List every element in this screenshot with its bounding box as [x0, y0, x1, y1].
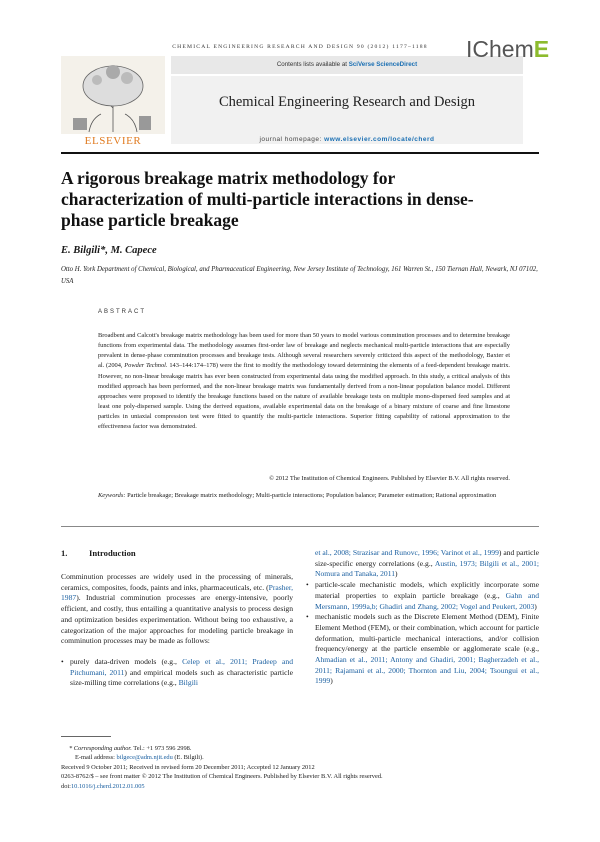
citation-link[interactable]: Ahmadian et al., 2011; Antony and Ghadiri, 2001; Bagherzadeh et al., 2011; Rajamani et al., 2000; Thornton and Liu, 2004; Tsoungui et al., 1999 [315, 655, 539, 686]
abstract-text-2: 143–144:174–178) were the first to modify the methodology toward determining the elements of a feed-dependent breakage matrix. However, no non-linear breakage matrix has ever been constructed from experimental data using the modified approach. In this study, a critical analysis of this modified approach has been performed, and the non-linear breakage matrix was fundamentally derived from a non-linear population balance model. Different approaches were proposed to identify the breakage functions based on the nature of available breakage tests on multiple mono-dispersed feed samples and at least one poly-dispersed sample. Using the derived equations, available experimental data on the breakage of a binary mixture of coarse and fine limestone particles in uniaxial compression test were fitted to quantify the multi-particle interactions. Superior fitting capability of rational approximation to the effectiveness factor was demonstrated. [98, 362, 510, 431]
email-label: E-mail address: [75, 754, 117, 762]
list-text: ) and particle size-specific energy correlations (e.g., [315, 548, 539, 568]
list-text: purely data-driven models (e.g., [70, 657, 183, 666]
header-rule [61, 152, 539, 154]
icheme-logo-e: E [533, 36, 550, 62]
intro-text: ). Industrial comminution processes are energy-intensive, poorly efficient, and costly, thus entailing a quantitative analysis to process design and optimization besides experimentation. Without being too exhaustive, a categorization of the major approaches for modeling particle breakage in comminution processes may be made as follows: [61, 593, 293, 646]
journal-title: Chemical Engineering Research and Design [218, 94, 476, 110]
issn-line: 0263-8762/$ – see front matter © 2012 The Institution of Chemical Engineers. Published by Elsevier B.V. All rights reserved. [61, 773, 383, 781]
elsevier-wordmark: ELSEVIER [84, 135, 142, 147]
abstract-heading: ABSTRACT [98, 309, 147, 315]
corresponding-label: * Corresponding author. [69, 745, 132, 752]
keywords-label: Keywords: [98, 492, 126, 499]
keywords-list: Particle breakage; Breakage matrix methodology; Multi-particle interactions; Population balance; Parameter estimation; Rational approximation [125, 492, 497, 499]
right-column [306, 548, 539, 687]
footnote-rule [61, 736, 111, 737]
abstract-journal-name: Powder Technol. [124, 362, 168, 370]
citation-link[interactable]: Bilgili [178, 678, 199, 688]
contents-prefix: Contents lists available at [276, 61, 349, 68]
corresponding-author-note [61, 744, 539, 753]
journal-homepage [171, 136, 523, 143]
list-text: particle-scale mechanistic models, which explicitly incorporate some material properties to explain particle breakage (e.g., [315, 580, 539, 600]
keywords [98, 491, 510, 501]
icheme-logo-main: IChem [466, 36, 534, 62]
footnotes [61, 744, 539, 791]
list-item-continuation [306, 548, 539, 580]
list-text: ) [534, 601, 537, 611]
homepage-label: journal homepage: [259, 136, 325, 143]
homepage-url-link[interactable]: www.elsevier.com/locate/cherd [324, 136, 435, 143]
list-item [306, 612, 539, 687]
citation-link[interactable]: et al., 2008; Strazisar and Runovc, 1996; Varinot et al., 1999 [315, 548, 499, 557]
doi-label: doi: [61, 782, 71, 790]
article-authors: E. Bilgili*, M. Capece [61, 245, 157, 256]
list-item [306, 580, 539, 612]
abstract-text-1: Broadbent and Calcott's breakage matrix methodology has been used for more than 50 years to model various comminution processes and to determine breakage functions from experimental data. The methodology assumes first-order law of breakage and neglects mechanical multi-particle interactions that are especially prevalent in dense-phase comminution processes and breakage tests. Although several researchers severely criticized this aspect of the methodology, Baxter et al. (2004, [98, 332, 510, 370]
elsevier-tree-logo [61, 56, 165, 146]
list-text: ) [330, 676, 333, 686]
journal-masthead [61, 56, 539, 149]
journal-citation-line: CHEMICAL ENGINEERING RESEARCH AND DESIGN 90 (2012) 1177–1188 [172, 44, 428, 50]
email-note [61, 753, 539, 762]
citation-link[interactable]: Gahn and Mersmann, 1999a,b; Ghadiri and Zhang, 2002; Vogel and Peukert, 2003 [315, 590, 539, 611]
abstract-rule [61, 526, 539, 527]
section-heading-introduction [61, 548, 136, 558]
doi-link[interactable]: 10.1016/j.cherd.2012.01.005 [70, 782, 145, 790]
journal-header-box [171, 76, 523, 144]
section-number: 1. [61, 548, 68, 558]
sciencedirect-link[interactable]: SciVerse ScienceDirect [348, 61, 418, 68]
approach-list-right [306, 580, 539, 687]
citation-link[interactable]: Austin, 1973; Bilgili et al., 2001; Nomura and Tanaka, 2011 [315, 558, 539, 579]
abstract-copyright: © 2012 The Institution of Chemical Engineers. Published by Elsevier B.V. All rights reserved. [269, 475, 510, 482]
intro-text: Comminution processes are widely used in the processing of minerals, ceramics, composites, foods, paints and inks, pharmaceuticals, etc. ( [61, 572, 293, 592]
approach-list-left [61, 657, 293, 689]
author-affiliation: Otto H. York Department of Chemical, Biological, and Pharmaceutical Engineering, New Jersey Institute of Technology, 161 Warren St., 150 Tiernan Hall, Newark, NJ 07102, USA [61, 266, 538, 285]
section-title: Introduction [89, 548, 136, 558]
article-title: A rigorous breakage matrix methodology for characterization of multi-particle interactions in dense-phase particle breakage [61, 168, 474, 230]
author-email-link[interactable]: bilgece@adm.njit.edu [116, 754, 173, 762]
email-suffix: (E. Bilgili). [172, 754, 204, 762]
icheme-logo [466, 36, 549, 63]
author-phone: Tel.: +1 973 596 2998. [131, 745, 192, 752]
doi-line [61, 782, 539, 791]
list-text: mechanistic models such as the Discrete Element Method (DEM), Finite Element Method (FEM), or their combination, which account for particle deformation, multi-particle mechanical interactions, and/or collision frequency/energy at the particle ensemble or agglomerate scale (e.g., [315, 612, 539, 654]
abstract-body [98, 331, 510, 433]
list-item [61, 657, 293, 689]
list-text: ) and empirical models such as characteristic particle size-milling time correlations (e.g., [70, 667, 294, 688]
list-text: ) [395, 569, 398, 579]
received-dates: Received 9 October 2011; Received in revised form 20 December 2011; Accepted 12 January 2012 [61, 763, 315, 771]
intro-paragraph [61, 572, 293, 647]
citation-link[interactable]: Celep et al., 2011; Pradeep and Pitchumani, 2011 [70, 657, 293, 677]
citation-link[interactable]: Prasher, 1987 [61, 582, 293, 603]
